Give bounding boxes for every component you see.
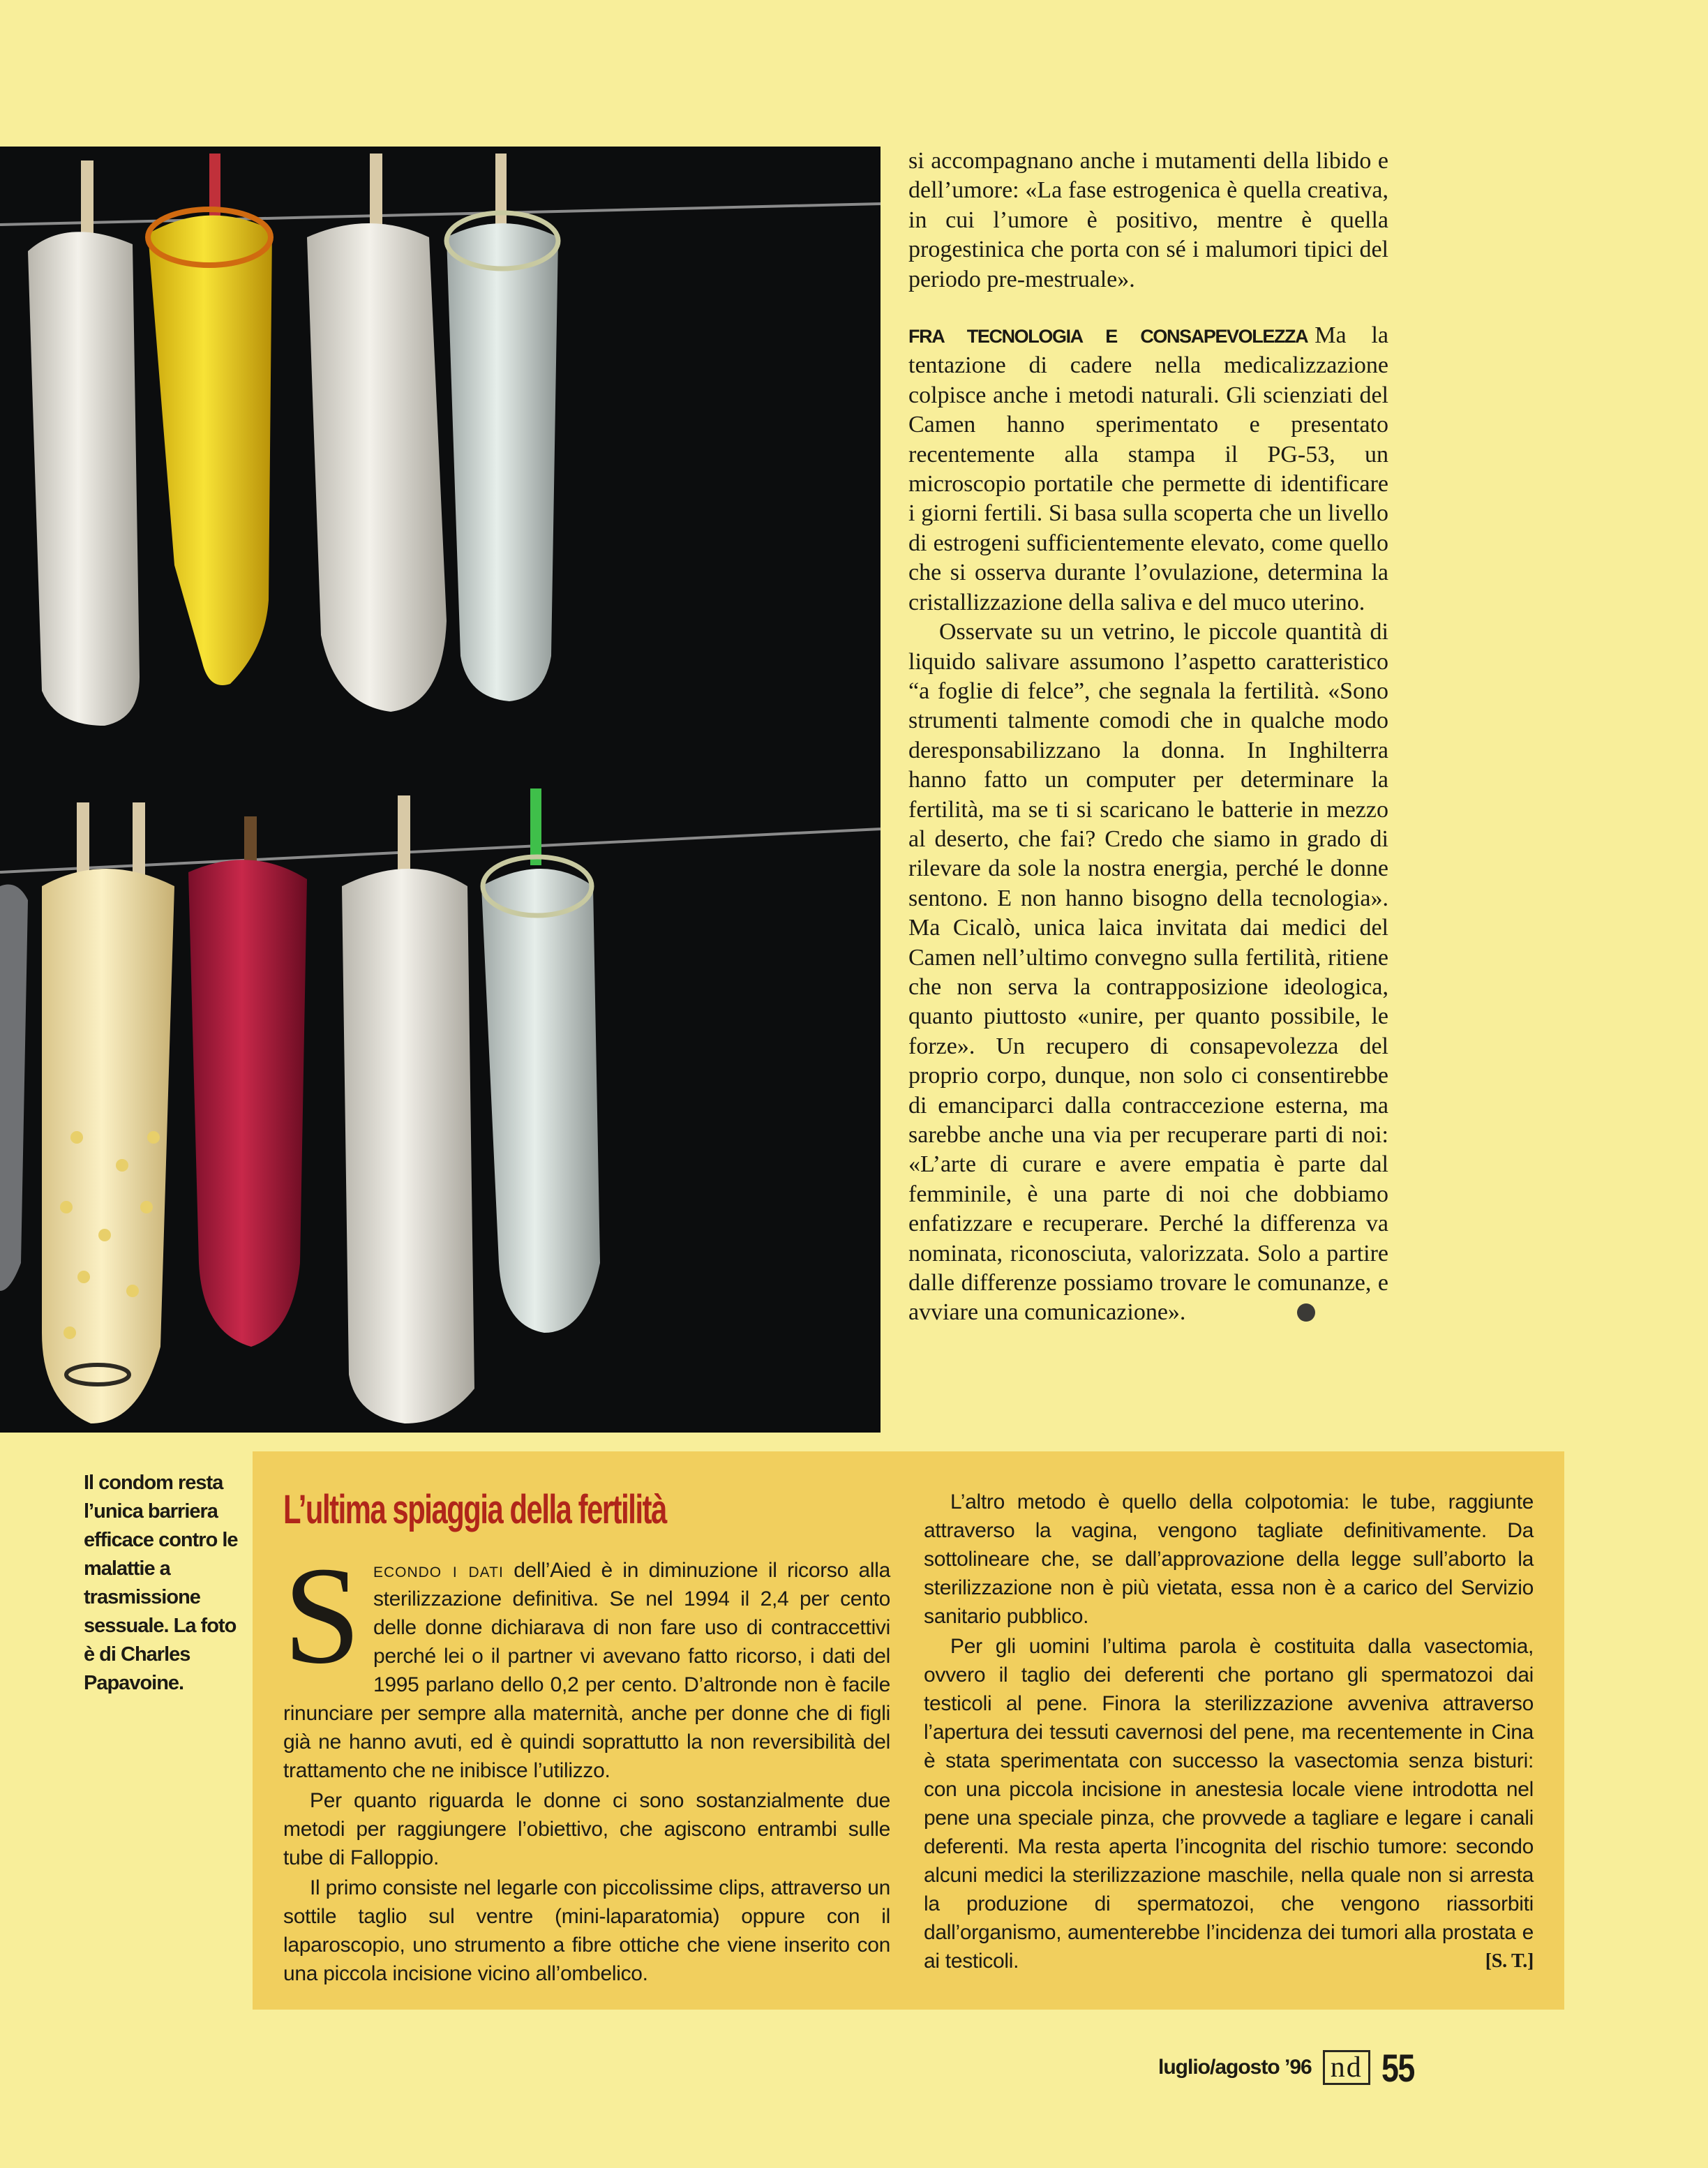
issue-date: luglio/agosto ’96 xyxy=(1158,2056,1312,2079)
condom-white-1 xyxy=(28,160,140,726)
article-paragraph-2-text: Ma la tentazione di cadere nella medicalizzazione colpisce anche i metodi naturali. Gli scienziati del Camen hanno sperimentato e presentato recentemente alla stampa il PG-53, un microscopio portatile che permette di identificare i giorni fertili. Si basa sulla scoperta che un livello di estrogeni sufficientemente elevato, come quello che si osserva durante l’ovulazione, determina la cristallizzazione della saliva e del muco uterino. xyxy=(908,322,1389,615)
condom-white-2 xyxy=(307,154,447,712)
sidebar-column-left xyxy=(283,1539,890,1989)
photo-caption: Il condom resta l’unica barriera efficace contro le malattie a trasmissione sessuale. La foto è di Charles Papavoine. xyxy=(84,1472,238,1694)
sidebar-paragraph-2: Per quanto riguarda le donne ci sono sostanzialmente due metodi per raggiungere l’obiettivo, che agiscono entrambi sulle tube di Falloppio. xyxy=(283,1789,890,1869)
condoms-photo xyxy=(0,147,881,1433)
condom-white-3 xyxy=(342,795,474,1423)
page-number: 55 xyxy=(1381,2045,1414,2090)
lead-in: econdo i dati xyxy=(373,1559,504,1582)
sidebar-paragraph-5 xyxy=(924,1632,1534,1975)
clothesline-bottom xyxy=(0,829,881,872)
article-paragraph-3 xyxy=(908,618,1388,1328)
condom-red xyxy=(188,816,307,1347)
sidebar-title: L’ultima spiaggia della fertilità xyxy=(283,1487,666,1532)
sidebar-paragraph-3: Il primo consiste nel legarle con piccolissime clips, attraverso un sottile taglio sul ventre (mini-laparatomia) oppure con il laparoscopio, uno strumento a fibre ottiche che viene inserito con una piccola incisione vicino all’ombelico. xyxy=(283,1876,890,1985)
section-subhead: FRA TECNOLOGIA E CONSAPEVOLEZZA xyxy=(908,326,1308,347)
sidebar-paragraph-4: L’altro metodo è quello della colpotomia: le tube, raggiunte attraverso la vagina, vengono tagliate definitivamente. Da sottolineare che, se dall’approvazione della legge sull’aborto la sterilizzazione non è più vietata, essa non è a carico del Servizio sanitario pubblico. xyxy=(924,1490,1534,1628)
magazine-logo: nd xyxy=(1323,2050,1370,2085)
clothesline-top xyxy=(0,204,881,225)
sidebar-column-right xyxy=(924,1488,1534,1977)
condoms-photo-illustration xyxy=(0,147,881,1433)
sidebar-box xyxy=(253,1451,1564,2010)
article-paragraph-2 xyxy=(908,321,1388,618)
article-paragraph-3-text: Osservate su un vetrino, le piccole quantità di liquido salivare assumono l’aspetto caratteristico “a foglie di felce”, che segnala la fertilità. «Sono strumenti talmente comodi che in qualche modo deresponsabilizzano la donna. In Inghilterra hanno fatto un computer per determinare la fertilità, ma se ti si scaricano le batterie in mezzo al deserto, che fai? Credo che siamo in grado di rilevare da sole la nostra energia, perché le donne sentono. E non hanno bisogno della tecnologia». Ma Cicalò, unica laica invitata dai medici del Camen nell’ultimo convegno sulla fertilità, ritiene che non serva la contrapposizione ideologica, quanto piuttosto «unire, per quanto possibile, le forze». Un recupero di consapevolezza del proprio corpo, dunque, non solo ci consentirebbe di emanciparci dalla contraccezione esterna, ma sarebbe anche una via per recuperare parti di noi: «L’arte di curare e avere empatia è parte dal femminile, è una parte di noi che dobbiamo enfatizzare e recuperare. Perché la differenza va nominata, riconosciuta, valorizzata. Solo a partire dalle differenze possiamo trovare le comunanze, e avviare una comunicazione». xyxy=(908,619,1388,1326)
sidebar-paragraph-5-text: Per gli uomini l’ultima parola è costituita dalla vasectomia, ovvero il taglio dei deferenti che portano gli spermatozoi dai testicoli al pene. Finora la sterilizzazione avveniva attraverso l’apertura dei tessuti cavernosi del pene, ma recentemente in Cina è stata sperimentata con successo la vasectomia senza bisturi: con una piccola incisione in anestesia locale viene introdotta nel pene una speciale pinza, che provvede a tagliare e legare i canali deferenti. Ma resta aperta l’incognita del rischio tumore: secondo alcuni medici la sterilizzazione maschile, nella quale non si arresta la produzione di spermatozoi, che vengono riassorbiti dall’organismo, aumenterebbe l’incidenza dei tumori alla prostata e ai testicoli. xyxy=(924,1635,1534,1973)
article-paragraph-1: si accompagnano anche i mutamenti della libido e dell’umore: «La fase estrogenica è quella creativa, in cui l’umore è positivo, mentre è quella progestinica che porta con sé i malumori tipici del periodo pre-mestruale». xyxy=(908,148,1388,292)
condom-yellow xyxy=(148,154,272,685)
condom-clear-1 xyxy=(447,154,558,701)
sidebar-paragraph-1 xyxy=(283,1539,890,1785)
article-column xyxy=(908,147,1388,1328)
condom-cream-studded xyxy=(42,802,174,1423)
end-of-article-icon xyxy=(1297,1303,1315,1322)
page-footer xyxy=(1158,2043,1422,2092)
author-signature: [S. T.] xyxy=(1485,1950,1534,1972)
condom-grey xyxy=(0,885,28,1292)
drop-cap: S xyxy=(283,1539,361,1693)
sidebar-paragraph-1-text: dell’Aied è in diminuzione il ricorso alla sterilizzazione definitiva. Se nel 1994 il 2,4 per cento delle donne dichiarava di non fare uso di contraccettivi perché lei o il partner vi avevano fatto ricorso, i dati del 1995 parlano dello 0,2 per cento. D’altronde non è facile rinunciare per sempre alla maternità, anche per donne che di figli già ne hanno avuti, ed è quindi soprattutto la non reversibilità del trattamento che ne inibisce l’utilizzo. xyxy=(283,1559,890,1782)
condom-clear-2 xyxy=(481,788,600,1333)
